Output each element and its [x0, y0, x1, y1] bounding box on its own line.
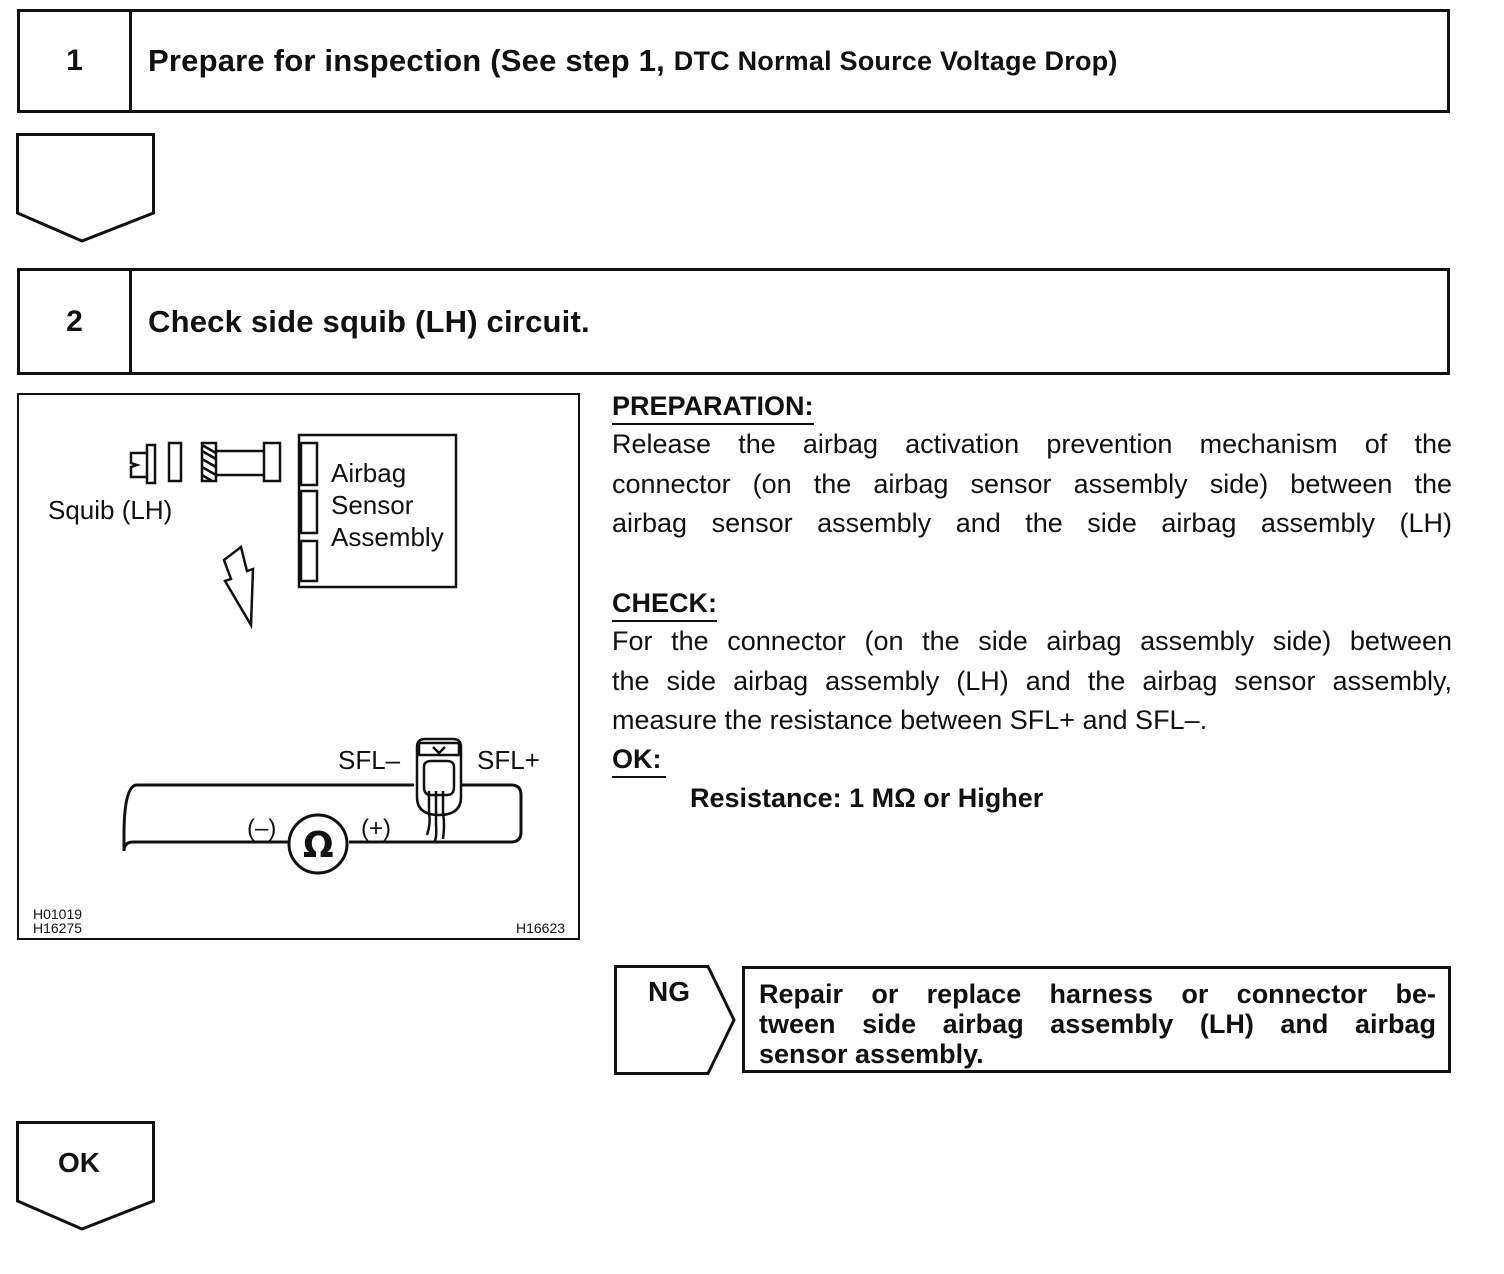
figure-code-left: [33, 907, 82, 935]
figure-code-right: H16623: [516, 920, 566, 936]
step-2-number: 2: [20, 271, 132, 372]
check-line-3: measure the resistance between SFL+ and SFL–.: [612, 705, 1208, 735]
figure-code-left-1: H01019: [33, 906, 83, 922]
ok-heading: OK:: [612, 744, 666, 778]
preparation-line-2: connector (on the airbag sensor assembly side) between the: [612, 468, 1452, 499]
ng-label: NG: [648, 976, 690, 1007]
meter-plus-label: (+): [361, 815, 391, 842]
step-1-title-small: DTC Normal Source Voltage Drop): [673, 45, 1118, 76]
ok-spec-value: Resistance: 1 MΩ or Higher: [690, 783, 1044, 813]
sfl-plus-label: SFL+: [477, 745, 540, 775]
ng-action-line-1: Repair or replace harness or connector be-: [759, 979, 1436, 1009]
step-1-title: [148, 12, 1118, 110]
mating-connector-icon: [202, 443, 280, 481]
check-line-2: the side airbag assembly (LH) and the airbag sensor assembly,: [612, 665, 1452, 696]
preparation-heading: PREPARATION:: [612, 391, 814, 425]
circuit-figure: [17, 393, 580, 940]
step-1-title-main: Prepare for inspection (See step 1,: [148, 43, 665, 78]
step-2-box: [17, 268, 1450, 375]
sensor-label-line-1: Airbag: [331, 458, 407, 488]
ng-action-line-3: sensor assembly.: [759, 1039, 984, 1069]
ohm-symbol: Ω: [303, 825, 334, 866]
ng-action-line-2: tween side airbag assembly (LH) and airbag: [759, 1009, 1436, 1039]
sensor-label-line-2: Sensor: [331, 490, 414, 520]
figure-code-left-2: H16275: [33, 920, 83, 936]
hollow-arrow-icon: [224, 547, 253, 625]
squib-label: Squib (LH): [48, 495, 173, 525]
meter-minus-label: (–): [247, 815, 277, 842]
flow-arrow-down-icon: [16, 133, 156, 245]
step-1-box: [17, 9, 1450, 113]
step-1-number: 1: [20, 12, 132, 110]
preparation-text: [612, 425, 1452, 544]
ng-action-box: [742, 966, 1451, 1073]
sensor-label-line-3: Assembly: [331, 522, 444, 552]
check-text: [612, 622, 1452, 741]
preparation-line-1: Release the airbag activation prevention mechanism of the: [612, 429, 1452, 459]
circuit-diagram: [19, 395, 578, 938]
sfl-connector-icon: [417, 739, 461, 841]
check-line-1: For the connector (on the side airbag assembly side) between: [612, 626, 1452, 656]
preparation-line-3: airbag sensor assembly and the side airbag assembly (LH): [612, 508, 1452, 538]
sensor-label: [331, 457, 444, 553]
check-heading: CHECK:: [612, 588, 717, 622]
step-2-title-main: Check side squib (LH) circuit.: [148, 303, 590, 339]
ok-arrow-label: OK: [58, 1147, 100, 1178]
step-2-title: [148, 271, 590, 372]
squib-connector-icon: [131, 443, 181, 483]
sfl-minus-label: SFL–: [338, 745, 401, 775]
